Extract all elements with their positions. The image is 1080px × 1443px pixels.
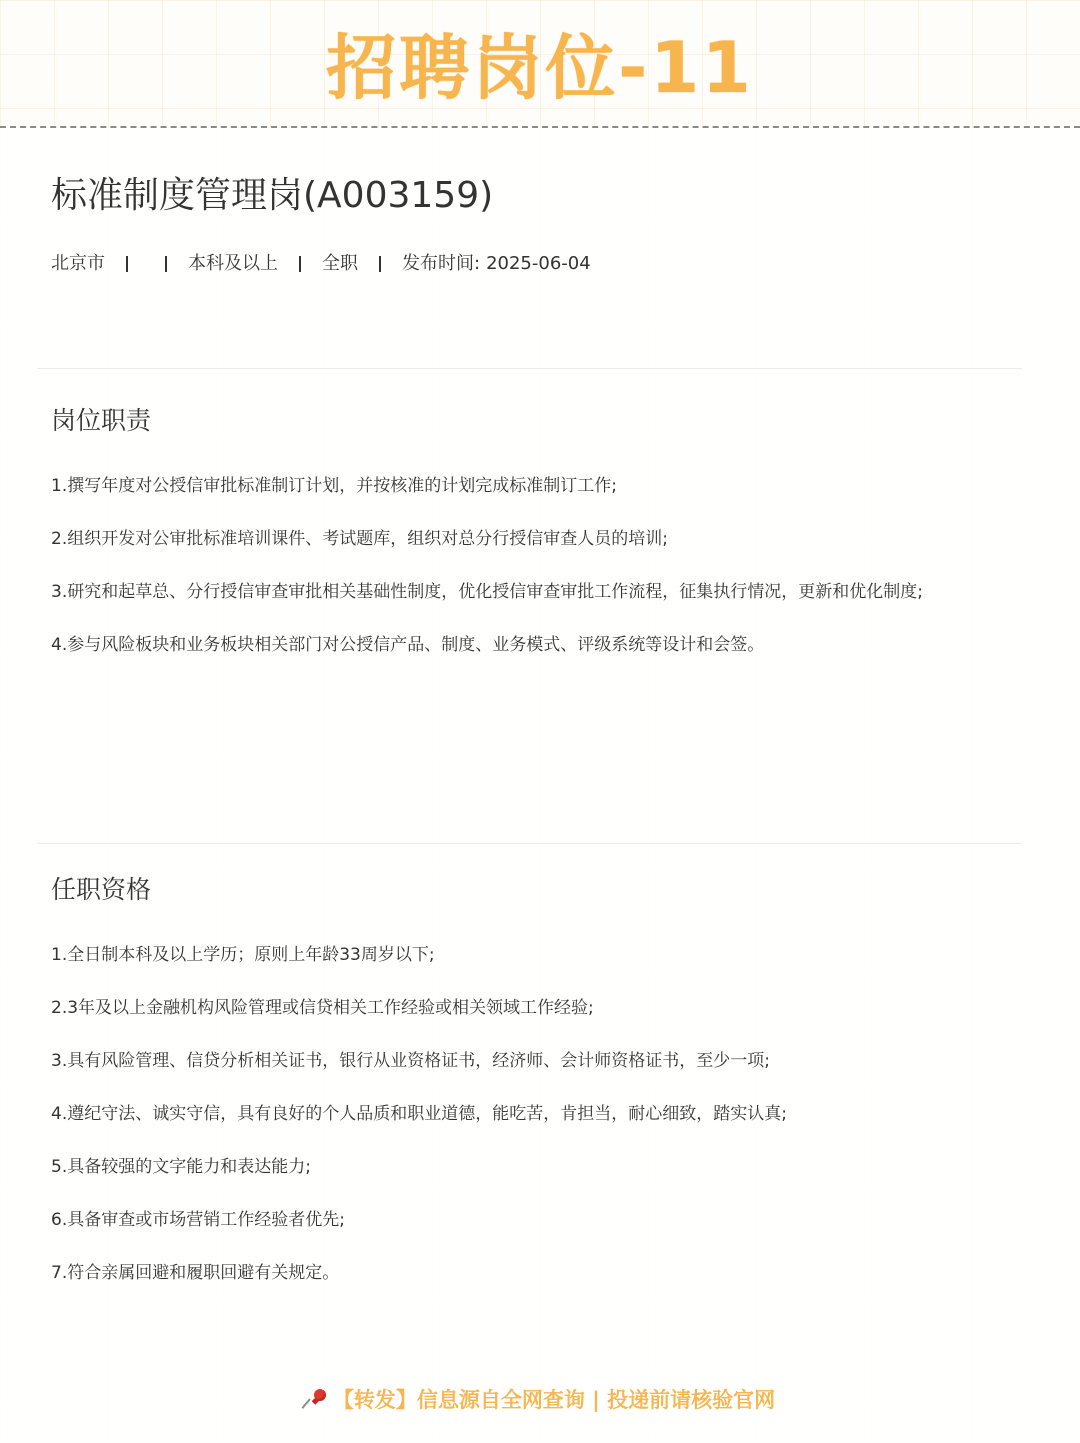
footer-text: 【转发】信息源自全网查询 | 投递前请核验官网 <box>332 1388 776 1412</box>
responsibilities-heading: 岗位职责 <box>51 406 152 435</box>
list-item: 1.全日制本科及以上学历；原则上年龄33周岁以下; <box>51 945 435 965</box>
meta-separator <box>299 256 301 272</box>
job-location: 北京市 <box>51 253 105 274</box>
list-item: 4.参与风险板块和业务板块相关部门对公授信产品、制度、业务模式、评级系统等设计和会签。 <box>51 635 765 655</box>
job-type: 全职 <box>322 253 358 274</box>
qualifications-list <box>51 942 787 1313</box>
list-item: 6.具备审查或市场营销工作经验者优先; <box>51 1210 345 1230</box>
meta-separator <box>165 256 167 272</box>
job-title: 标准制度管理岗(A003159) <box>51 175 494 216</box>
pushpin-icon <box>305 1387 329 1413</box>
section-divider <box>37 368 1022 369</box>
meta-separator <box>126 256 128 272</box>
publish-date: 2025-06-04 <box>486 253 591 274</box>
banner <box>0 0 1080 128</box>
list-item: 2.3年及以上金融机构风险管理或信贷相关工作经验或相关领域工作经验; <box>51 998 594 1018</box>
section-divider <box>37 843 1022 844</box>
meta-separator <box>379 256 381 272</box>
job-education: 本科及以上 <box>188 253 278 274</box>
list-item: 2.组织开发对公审批标准培训课件、考试题库，组织对总分行授信审查人员的培训; <box>51 529 668 549</box>
footer-notice <box>0 1380 1080 1420</box>
list-item: 7.符合亲属回避和履职回避有关规定。 <box>51 1263 340 1283</box>
list-item: 5.具备较强的文字能力和表达能力; <box>51 1157 311 1177</box>
job-meta <box>51 250 591 278</box>
responsibilities-list <box>51 473 923 685</box>
list-item: 4.遵纪守法、诚实守信，具有良好的个人品质和职业道德，能吃苦，肯担当，耐心细致，踏实认真; <box>51 1104 787 1124</box>
list-item: 3.具有风险管理、信贷分析相关证书，银行从业资格证书，经济师、会计师资格证书，至少一项; <box>51 1051 770 1071</box>
list-item: 3.研究和起草总、分行授信审查审批相关基础性制度，优化授信审查审批工作流程，征集执行情况，更新和优化制度; <box>51 582 923 602</box>
publish-label: 发布时间: <box>402 253 481 274</box>
banner-title: 招聘岗位-11 <box>326 27 754 109</box>
qualifications-heading: 任职资格 <box>51 875 152 904</box>
list-item: 1.撰写年度对公授信审批标准制订计划，并按核准的计划完成标准制订工作; <box>51 476 617 496</box>
